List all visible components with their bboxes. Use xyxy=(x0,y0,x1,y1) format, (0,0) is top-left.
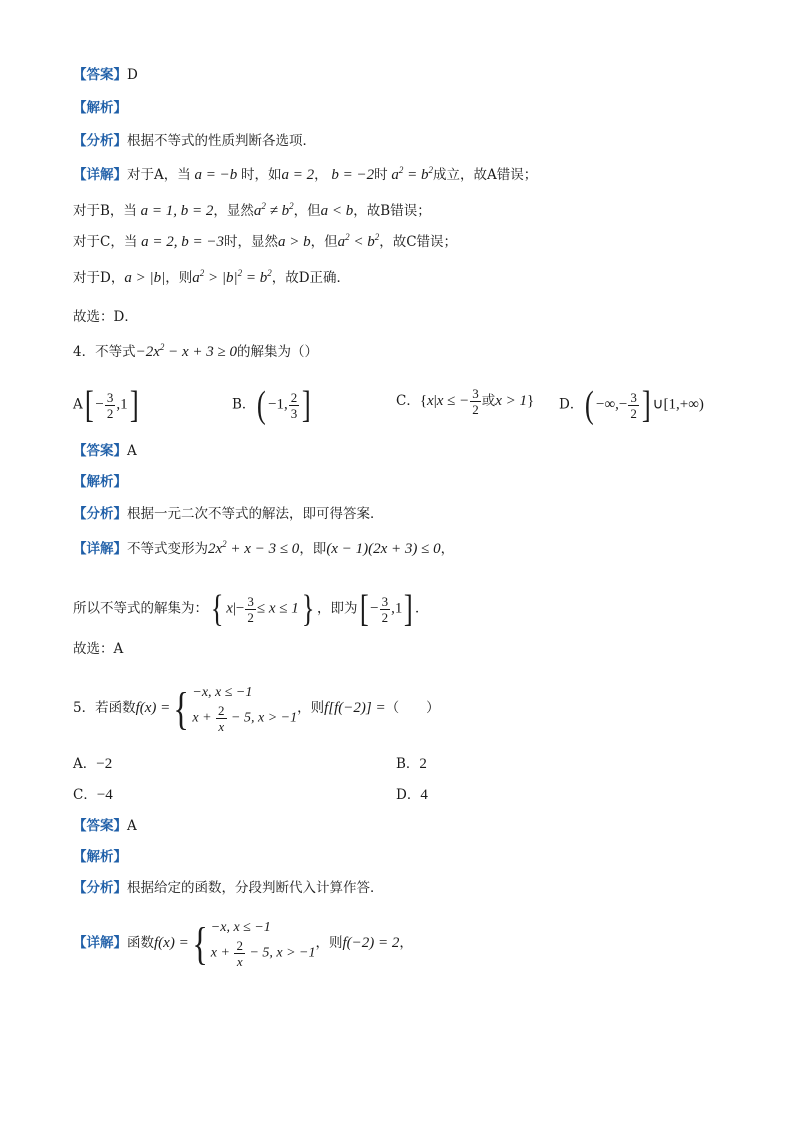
math-fraction: $\frac{3}{2}$ xyxy=(630,389,637,421)
option-c-value: −4 xyxy=(96,787,113,803)
q3-b-mid2: ，但 xyxy=(293,203,321,219)
option-d-value: 4 xyxy=(420,787,428,803)
q3-fenxi-text: 根据不等式的性质判断各选项． xyxy=(127,133,316,149)
q3-detail-a-prefix: 对于A，当 xyxy=(127,167,191,183)
math-bracket: [ xyxy=(84,384,94,426)
math-expr: ∪[1,+∞) xyxy=(652,396,704,413)
q4-answer-line xyxy=(73,441,137,461)
math-brace: { xyxy=(173,682,190,734)
q3-c-suffix: ，故C错误； xyxy=(379,234,458,250)
math-expr: x xyxy=(427,393,434,409)
q5-fenxi-text: 根据给定的函数，分段判断代入计算作答． xyxy=(127,880,384,896)
math-expr: x ≤ − xyxy=(436,393,470,409)
math-expr: − xyxy=(95,396,104,413)
fenxi-tag: 【分析】 xyxy=(73,506,127,522)
math-expr: $a^2 > |b|^2 = b^2$ xyxy=(192,268,272,286)
q3-fenxi-line xyxy=(73,131,316,151)
q3-detail-a-mid2: 时 xyxy=(374,167,388,183)
q5-detail-mid: ，则 xyxy=(315,935,343,951)
q3-detail-a-suffix: 成立，故A错误； xyxy=(433,167,538,183)
fenxi-tag: 【分析】 xyxy=(73,880,127,896)
q5-option-a[interactable] xyxy=(73,754,112,774)
math-expr: } xyxy=(527,393,535,409)
q3-b-suffix: ，故B错误； xyxy=(353,203,431,219)
q3-choose: 故选：D． xyxy=(73,309,138,325)
detail-tag: 【详解】 xyxy=(73,935,127,951)
math-expr: $a^2 \ne b^2$ xyxy=(253,201,294,219)
q5-option-b[interactable] xyxy=(396,754,427,774)
q4-detail-mid: ，即 xyxy=(299,541,327,557)
q4-choose: 故选：A xyxy=(73,641,124,657)
math-expr: |− xyxy=(232,600,245,617)
math-expr: f[f(−2)] = xyxy=(324,700,386,716)
math-expr: −∞,− xyxy=(595,396,628,413)
q3-detail-d-line xyxy=(73,268,350,288)
q4-option-d[interactable] xyxy=(559,386,704,424)
q5-detail-prefix: 函数 xyxy=(127,935,154,951)
q3-b-mid: ，显然 xyxy=(213,203,254,219)
math-bracket: ] xyxy=(641,384,651,426)
q5-stem-mid: ，则 xyxy=(297,700,325,716)
math-expr: | xyxy=(433,393,437,409)
analysis-tag: 【解析】 xyxy=(73,474,127,490)
q4-solution-line: 所以不等式的解集为：{ x|− $\frac{3}{2}$ ≤ x ≤ 1} ，即为[ − $\frac{3}{2}$ ,1] ． xyxy=(73,588,429,630)
q5-option-c[interactable] xyxy=(73,785,113,805)
option-b-label: B． xyxy=(232,396,256,413)
q5-fenxi-line xyxy=(73,878,384,898)
math-bracket: ] xyxy=(129,384,139,426)
math-expr: f(−2) = 2 xyxy=(342,935,400,951)
detail-tag: 【详解】 xyxy=(73,167,127,183)
q5-stem-suffix: （ ） xyxy=(385,700,440,716)
q4-analysis-tag-line xyxy=(73,472,127,492)
q3-c-mid: 时，显然 xyxy=(223,234,278,250)
q3-c-prefix: 对于C，当 xyxy=(73,234,138,250)
math-expr: a > b xyxy=(277,234,311,250)
math-expr: −1, xyxy=(268,396,288,413)
math-bracket: ] xyxy=(302,384,312,426)
math-expr: $-2x^2 - x + 3 \ge 0$ xyxy=(135,342,238,360)
math-expr: f(x) = xyxy=(135,700,171,716)
math-bracket: ( xyxy=(257,384,267,426)
q3-analysis-tag-line xyxy=(73,98,127,118)
math-expr: − xyxy=(370,600,379,617)
piecewise: −x, x ≤ −1 x + $\frac{2}{x}$ − 5, x > −1 xyxy=(192,685,298,734)
q5-answer: A xyxy=(127,818,137,834)
math-expr: (x − 1)(2x + 3) ≤ 0 xyxy=(326,541,441,557)
option-c-or: 或 xyxy=(481,393,496,409)
math-fraction: $\frac{2}{3}$ xyxy=(290,389,298,421)
math-fraction: $\frac{3}{2}$ xyxy=(472,386,479,417)
math-expr: $a^2 < b^2$ xyxy=(337,232,380,250)
option-a-label: A． xyxy=(73,756,97,772)
q3-detail-a-line: 【详解】对于A，当 a = −b 时，如a = 2， b = −2时 $a^2 = b^2$成立，故A错误； xyxy=(73,165,538,183)
math-expr: b = −2 xyxy=(327,167,375,183)
q5-stem-prefix: 5．若函数 xyxy=(73,700,136,716)
option-a-value: −2 xyxy=(96,756,113,772)
option-d-label: D． xyxy=(396,787,421,803)
math-expr: $a^2 = b^2$ xyxy=(387,165,433,183)
math-expr: a = −b xyxy=(190,167,241,183)
q4-stem xyxy=(73,342,318,362)
q4-option-c[interactable] xyxy=(396,386,534,417)
option-c-label: C． xyxy=(73,787,97,803)
q3-d-prefix: 对于D， xyxy=(73,270,125,286)
option-d-label: D． xyxy=(559,396,584,413)
math-expr: ≤ x ≤ 1 xyxy=(256,600,299,617)
q4-option-b[interactable] xyxy=(232,386,313,424)
math-expr: a = 1, b = 2 xyxy=(136,203,214,219)
q3-b-prefix: 对于B，当 xyxy=(73,203,137,219)
math-expr: ,1 xyxy=(116,396,128,413)
math-brace: { xyxy=(192,917,208,969)
q5-analysis-tag-line xyxy=(73,847,127,867)
math-expr: a > |b| xyxy=(124,270,166,286)
q4-fenxi-text: 根据一元二次不等式的解法，即可得答案． xyxy=(127,506,384,522)
analysis-tag: 【解析】 xyxy=(73,849,127,865)
math-bracket: [ xyxy=(359,588,369,630)
option-c-label: C． xyxy=(396,393,420,409)
math-fraction: $\frac{3}{2}$ xyxy=(381,593,389,625)
q4-sol-prefix: 所以不等式的解集为： xyxy=(73,600,208,617)
math-bracket: ( xyxy=(585,384,595,426)
q3-answer-line xyxy=(73,65,138,85)
math-expr: a < b xyxy=(320,203,354,219)
math-bracket: ] xyxy=(404,588,414,630)
q5-answer-line xyxy=(73,816,137,836)
answer-tag: 【答案】 xyxy=(73,443,127,459)
math-expr: ,1 xyxy=(391,600,403,617)
q3-d-mid: ，则 xyxy=(165,270,193,286)
q4-detail-prefix: 不等式变形为 xyxy=(127,541,208,557)
q3-detail-b-line xyxy=(73,201,431,221)
detail-tag: 【详解】 xyxy=(73,541,127,557)
q4-option-a[interactable] xyxy=(73,386,140,424)
q4-answer: A xyxy=(127,443,137,459)
math-expr: a = 2, b = −3 xyxy=(137,234,224,250)
q3-d-suffix: ，故D正确． xyxy=(271,270,351,286)
math-fraction: $\frac{3}{2}$ xyxy=(106,389,114,421)
q5-option-d[interactable] xyxy=(396,785,428,805)
option-b-label: B． xyxy=(396,756,420,772)
q3-choose-line xyxy=(73,307,138,327)
option-a-label: A xyxy=(73,396,83,413)
q4-sol-mid: ，即为 xyxy=(317,600,358,617)
q3-answer: D xyxy=(127,67,138,83)
q4-stem-prefix: 4．不等式 xyxy=(73,344,136,360)
math-expr: $2x^2 + x - 3 \le 0$ xyxy=(208,539,300,557)
q4-fenxi-line xyxy=(73,504,384,524)
piecewise: −x, x ≤ −1 x + $\frac{2}{x}$ − 5, x > −1 xyxy=(210,920,316,969)
q4-detail-line: 【详解】不等式变形为$2x^2 + x - 3 \le 0$，即(x − 1)(2x + 3) ≤ 0， xyxy=(73,539,455,557)
q4-choose-line xyxy=(73,639,123,659)
math-expr: { xyxy=(419,393,428,409)
answer-tag: 【答案】 xyxy=(73,818,127,834)
fenxi-tag: 【分析】 xyxy=(73,133,127,149)
math-fraction: $\frac{3}{2}$ xyxy=(247,593,254,625)
q4-stem-suffix: 的解集为（） xyxy=(237,344,319,360)
option-b-value: 2 xyxy=(419,756,427,772)
analysis-tag: 【解析】 xyxy=(73,100,127,116)
q3-c-mid2: ，但 xyxy=(310,234,338,250)
math-expr: x > 1 xyxy=(495,393,528,409)
q5-detail-line: 【详解】函数f(x) ={ −x, x ≤ −1 x + $\frac{2}{x}$ − 5, x > −1 ，则f(−2) = 2， xyxy=(73,917,413,969)
math-expr: f(x) = xyxy=(154,935,189,951)
answer-tag: 【答案】 xyxy=(73,67,127,83)
q3-detail-a-mid1: 时，如 xyxy=(241,167,282,183)
math-expr: a = 2 xyxy=(281,167,315,183)
q5-stem xyxy=(73,683,440,734)
math-bracket: { xyxy=(210,588,224,630)
q3-detail-c-line xyxy=(73,232,457,252)
math-bracket: } xyxy=(301,588,315,630)
math-expr: x xyxy=(226,600,233,617)
